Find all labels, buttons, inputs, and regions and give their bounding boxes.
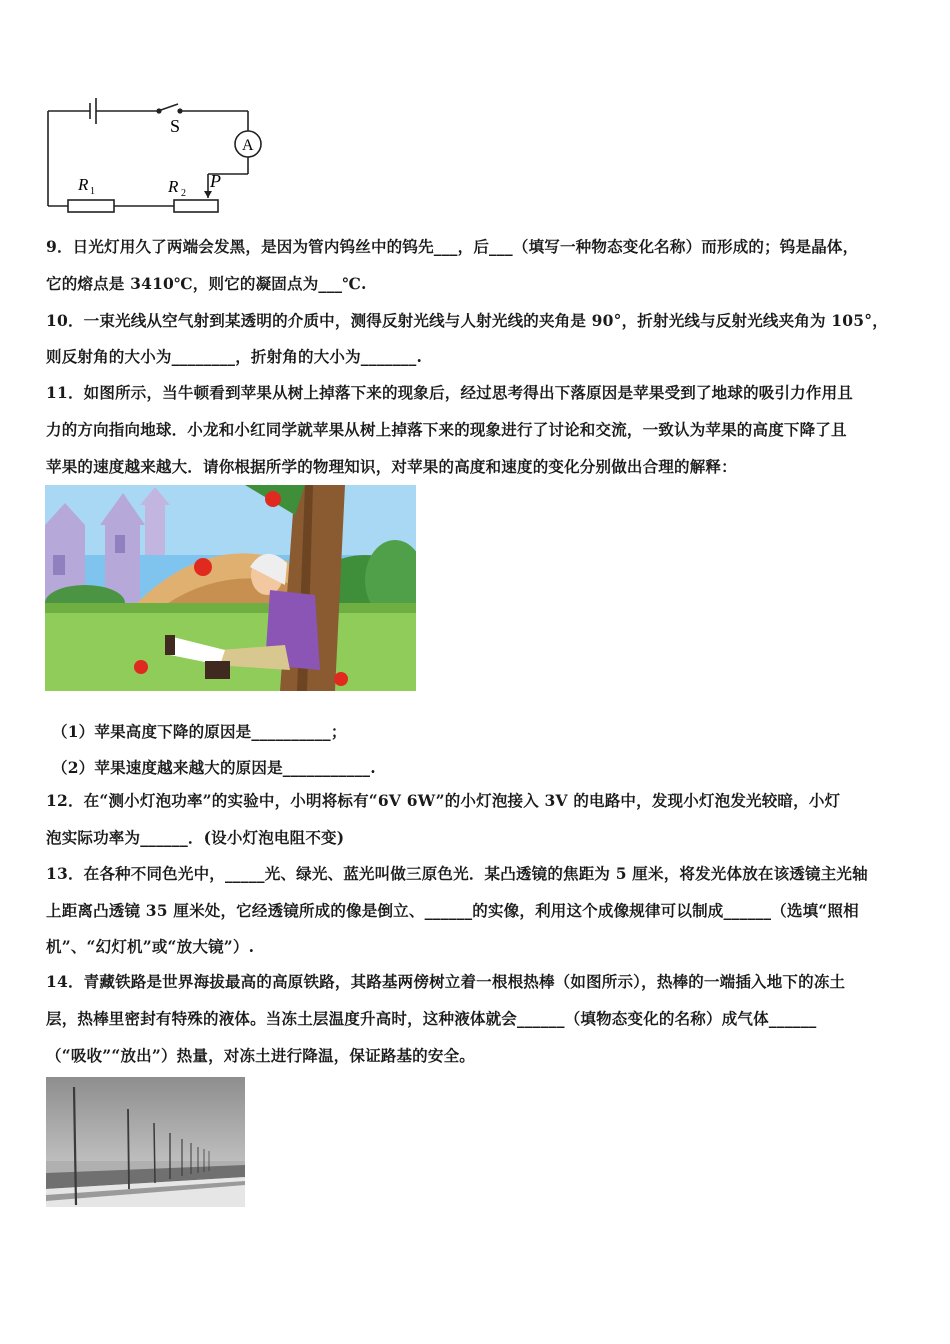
- slider-label: P: [210, 171, 221, 191]
- q9-line-1: 9．日光灯用久了两端会发黑，是因为管内钨丝中的钨先___，后___（填写一种物态变化名称）而形成的；钨是晶体，: [46, 237, 859, 256]
- railway-heat-pipes-photo: [46, 1077, 245, 1207]
- r1-subscript: 1: [90, 186, 95, 197]
- r2-subscript: 2: [181, 188, 186, 199]
- ammeter-label: A: [242, 137, 254, 154]
- q10-line-2: 则反射角的大小为________，折射角的大小为_______.: [46, 347, 423, 366]
- newton-apple-illustration: [45, 485, 416, 691]
- q11-line-3: 苹果的速度越来越大．请你根据所学的物理知识，对苹果的高度和速度的变化分别做出合理的解释：: [46, 457, 737, 476]
- q13-line-3: 机”、“幻灯机”或“放大镜”）.: [46, 937, 255, 956]
- q14-line-2: 层，热棒里密封有特殊的液体。当冻土层温度升高时，这种液体就会______（填物态变化的名称）成气体______: [46, 1009, 817, 1028]
- q11-sub-1: （1）苹果高度下降的原因是__________；: [52, 722, 347, 741]
- r2-label: R: [168, 177, 179, 196]
- q11-line-2: 力的方向指向地球．小龙和小红同学就苹果从树上掉落下来的现象进行了讨论和交流，一致认为苹果的高度下降了且: [46, 420, 847, 439]
- circuit-diagram: [40, 95, 270, 220]
- r1-label: R: [78, 175, 89, 194]
- switch-label: S: [170, 116, 181, 136]
- q14-line-1: 14．青藏铁路是世界海拔最高的高原铁路，其路基两傍树立着一根根热棒（如图所示），热棒的一端插入地下的冻土: [46, 972, 846, 991]
- q11-sub-2: （2）苹果速度越来越大的原因是___________.: [52, 758, 376, 777]
- q12-line-2: 泡实际功率为______．(设小灯泡电阻不变): [46, 828, 345, 847]
- q13-line-2: 上距离凸透镜 35 厘米处，它经透镜所成的像是倒立、______的实像，利用这个成像规律可以制成______（选填“照相: [46, 901, 859, 920]
- q10-line-1: 10．一束光线从空气射到某透明的介质中，测得反射光线与人射光线的夹角是 90°，折射光线与反射光线夹角为 105°，: [46, 311, 888, 330]
- q12-line-1: 12．在“测小灯泡功率”的实验中，小明将标有“6V 6W”的小灯泡接入 3V 的电路中，发现小灯泡发光较暗，小灯: [46, 791, 841, 810]
- q13-line-1: 13．在各种不同色光中，_____光、绿光、蓝光叫做三原色光．某凸透镜的焦距为 5 厘米，将发光体放在该透镜主光轴: [46, 864, 868, 883]
- q9-line-2: 它的熔点是 3410℃，则它的凝固点为___℃.: [46, 274, 367, 293]
- q14-line-3: （“吸收”“放出”）热量，对冻土进行降温，保证路基的安全。: [46, 1046, 475, 1065]
- q11-line-1: 11．如图所示，当牛顿看到苹果从树上掉落下来的现象后，经过思考得出下落原因是苹果受到了地球的吸引力作用且: [46, 383, 853, 402]
